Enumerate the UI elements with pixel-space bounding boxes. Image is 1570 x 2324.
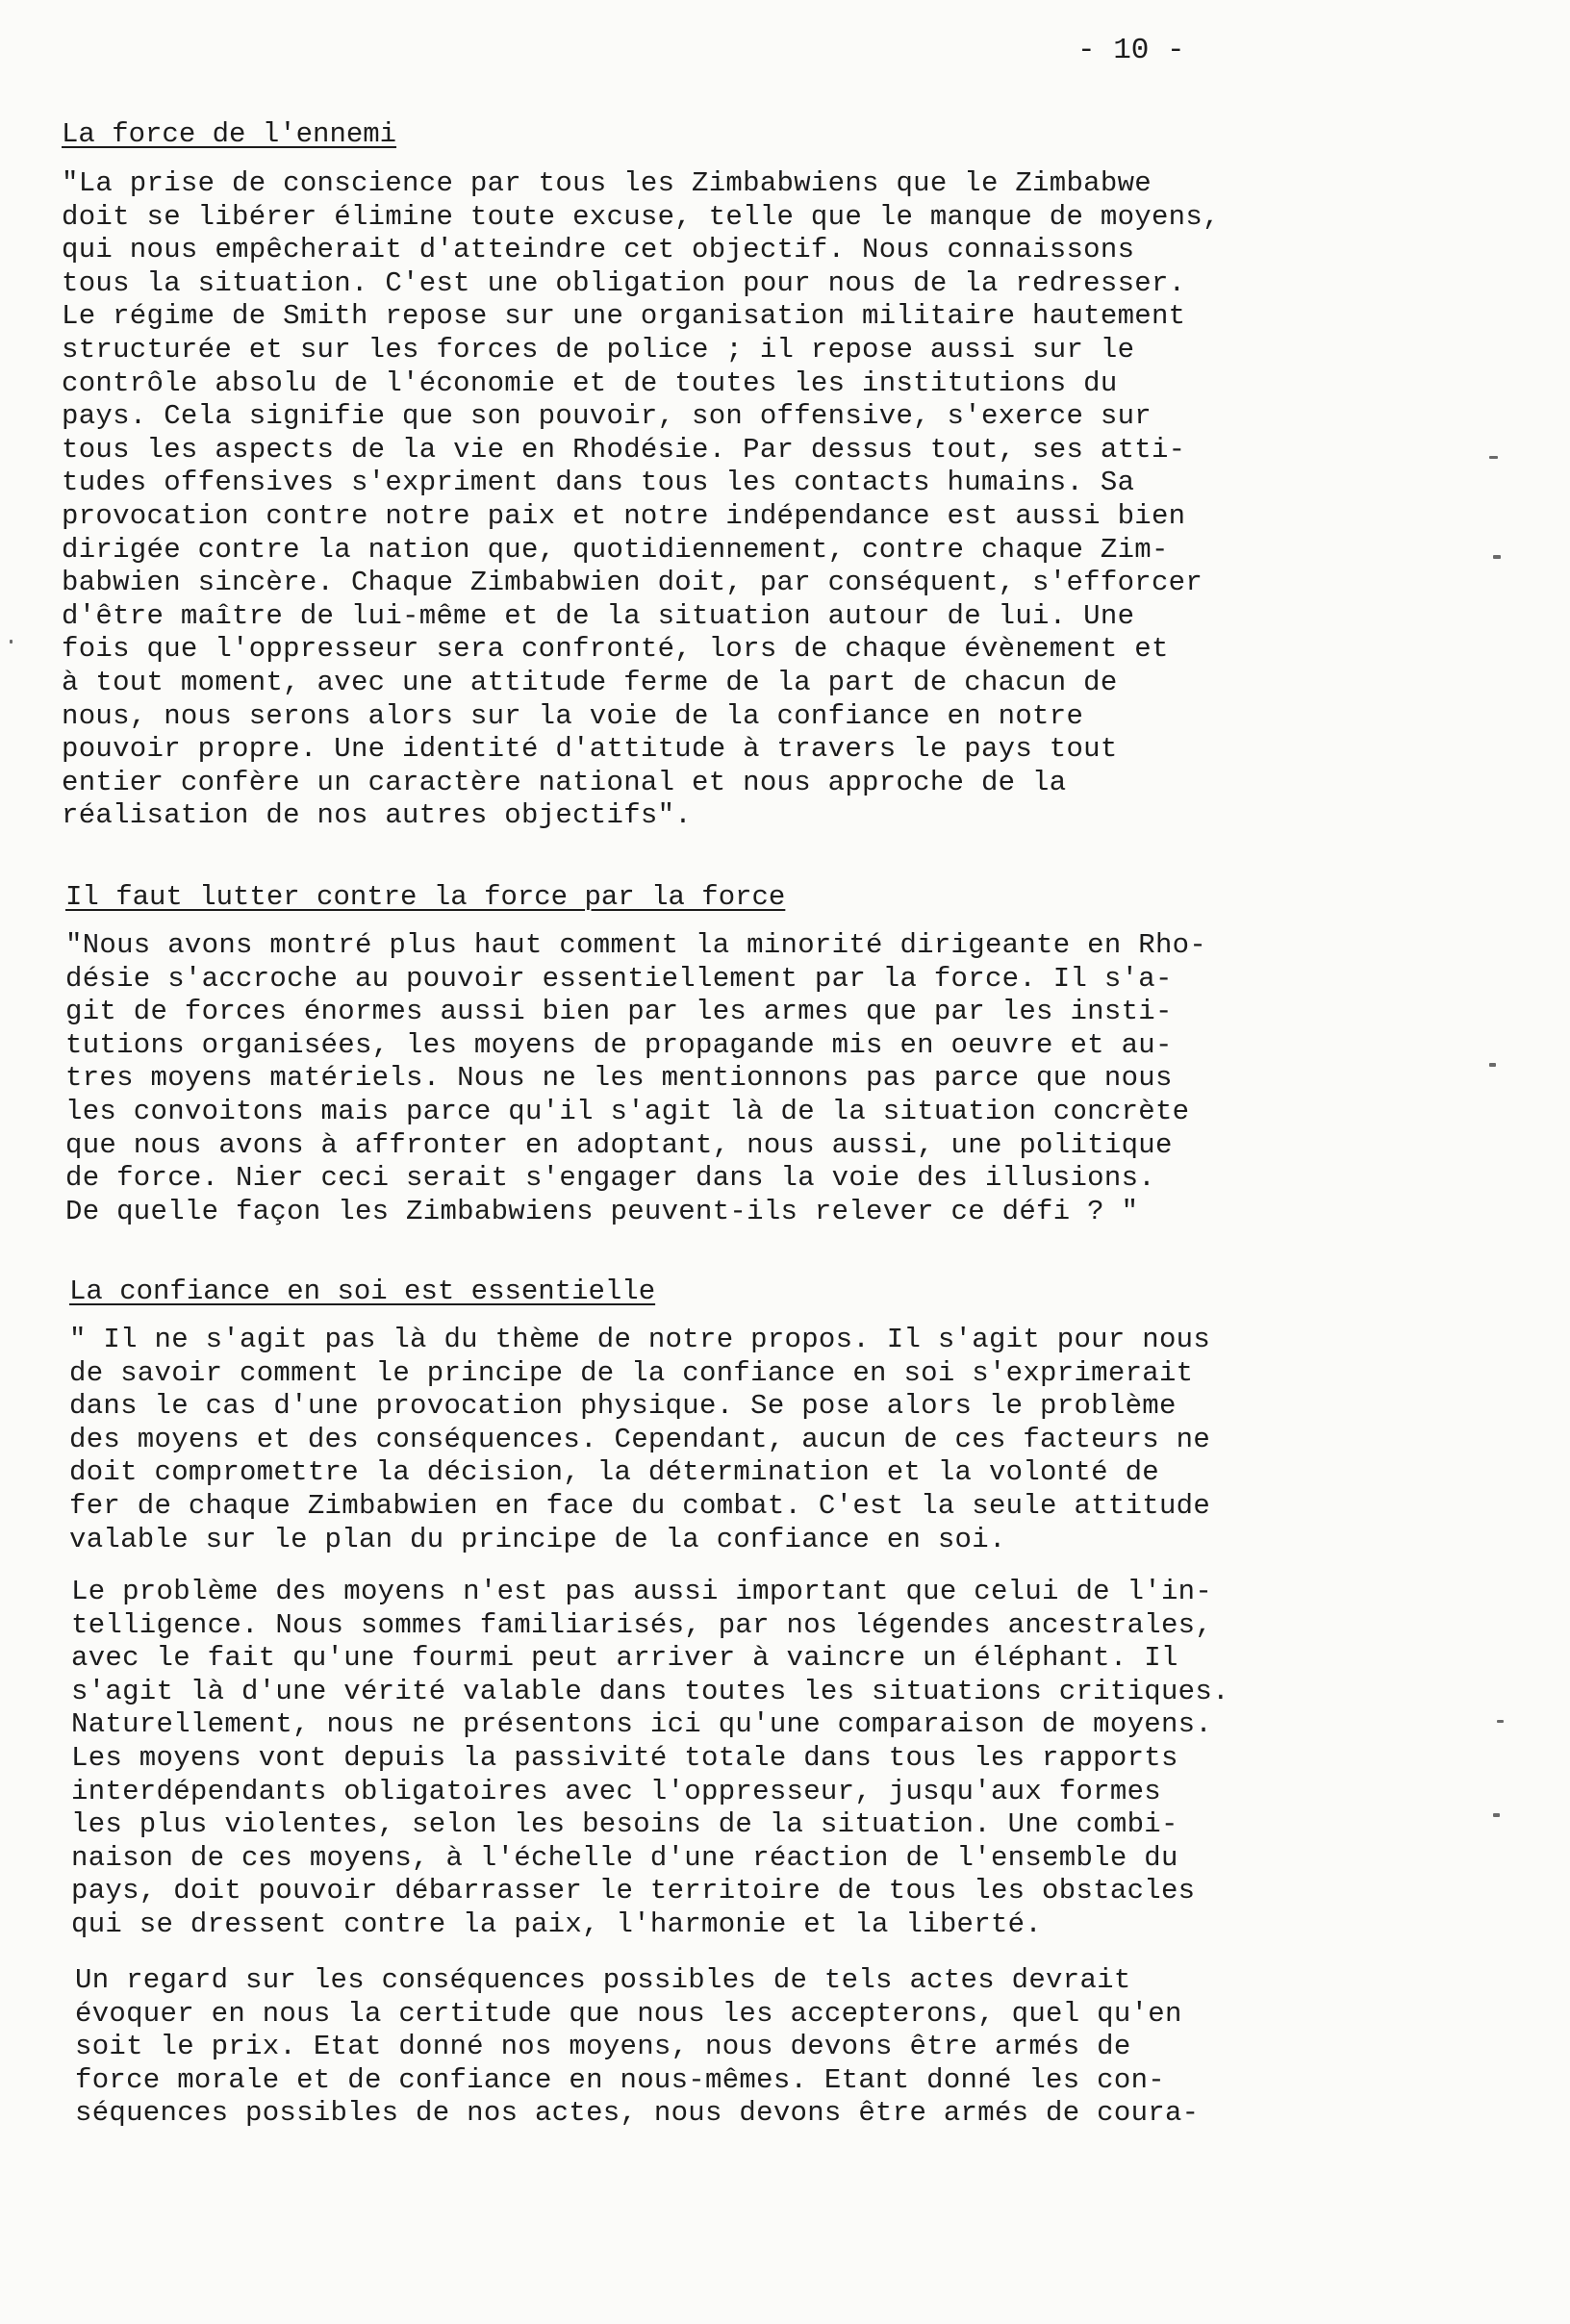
text-line: d'être maître de lui-même et de la situation autour de lui. Une [62, 599, 1135, 632]
text-line: entier confère un caractère national et nous approche de la [62, 766, 1067, 798]
text-line: structurée et sur les forces de police ; il repose aussi sur le [62, 333, 1135, 366]
text-line: provocation contre notre paix et notre indépendance est aussi bien [62, 499, 1186, 532]
section-heading-enemy-force: La force de l'ennemi [62, 118, 397, 150]
section-heading-self-confidence: La confiance en soi est essentielle [69, 1276, 656, 1307]
scan-speck [1497, 1720, 1504, 1723]
text-line: tudes offensives s'expriment dans tous les contacts humains. Sa [62, 467, 1135, 499]
text-line: avec le fait qu'une fourmi peut arriver à vaincre un éléphant. Il [71, 1642, 1178, 1675]
text-line: "Nous avons montré plus haut comment la minorité dirigeante en Rho- [65, 929, 1207, 961]
text-line: Le problème des moyens n'est pas aussi important que celui de l'in- [71, 1576, 1213, 1607]
text-line: nous, nous serons alors sur la voie de la confiance en notre [62, 699, 1084, 732]
text-line: tous la situation. C'est une obligation pour nous de la redresser. [62, 266, 1186, 299]
text-line: Le régime de Smith repose sur une organisation militaire hautement [62, 300, 1186, 333]
text-line: contrôle absolu de l'économie et de toutes les institutions du [62, 366, 1118, 399]
text-line: soit le prix. Etat donné nos moyens, nous devons être armés de [75, 2031, 1131, 2063]
scan-speck [1493, 1813, 1500, 1817]
text-line: pays. Cela signifie que son pouvoir, son offensive, s'exerce sur [62, 400, 1152, 433]
text-line: doit se libérer élimine toute excuse, telle que le manque de moyens, [62, 200, 1220, 233]
text-line: de force. Nier ceci serait s'engager dans la voie des illusions. [65, 1162, 1155, 1195]
text-line: séquences possibles de nos actes, nous devons être armés de coura- [75, 2097, 1200, 2130]
text-line: valable sur le plan du principe de la confiance en soi. [69, 1523, 1006, 1555]
text-line: git de forces énormes aussi bien par les armes que par les insti- [65, 996, 1173, 1028]
text-line: Naturellement, nous ne présentons ici qu'une comparaison de moyens. [71, 1708, 1213, 1741]
text-line: force morale et de confiance en nous-mêmes. Etant donné les con- [75, 2063, 1165, 2096]
text-line: désie s'accroche au pouvoir essentiellement par la force. Il s'a- [65, 962, 1173, 995]
scan-speck [1493, 555, 1501, 559]
paragraph-self-confidence-1 [69, 1324, 1210, 1556]
text-line: doit compromettre la décision, la détermination et la volonté de [69, 1456, 1159, 1489]
text-line: tous les aspects de la vie en Rhodésie. Par dessus tout, ses atti- [62, 433, 1186, 466]
text-line: à tout moment, avec une attitude ferme de la part de chacun de [62, 666, 1118, 698]
text-line: dans le cas d'une provocation physique. Se pose alors le problème [69, 1390, 1177, 1423]
text-line: qui se dressent contre la paix, l'harmonie et la liberté. [71, 1907, 1043, 1940]
text-line: pays, doit pouvoir débarrasser le territoire de tous les obstacles [71, 1875, 1196, 1907]
text-line: des moyens et des conséquences. Cependant, aucun de ces facteurs ne [69, 1423, 1211, 1455]
text-line: évoquer en nous la certitude que nous les accepterons, quel qu'en [75, 1997, 1182, 2030]
paragraph-enemy-force [62, 167, 1220, 833]
text-line: Un regard sur les conséquences possibles de tels actes devrait [75, 1964, 1131, 1996]
scan-speck [10, 640, 13, 644]
text-line: De quelle façon les Zimbabwiens peuvent-ils relever ce défi ? " [65, 1195, 1139, 1227]
scan-speck [1489, 1063, 1496, 1067]
paragraph-self-confidence-2 [71, 1576, 1229, 1942]
text-line: interdépendants obligatoires avec l'oppresseur, jusqu'aux formes [71, 1775, 1161, 1807]
text-line: fois que l'oppresseur sera confronté, lors de chaque évènement et [62, 633, 1169, 666]
text-line: Les moyens vont depuis la passivité totale dans tous les rapports [71, 1741, 1178, 1774]
text-line: babwien sincère. Chaque Zimbabwien doit, par conséquent, s'efforcer [62, 567, 1203, 599]
text-line: pouvoir propre. Une identité d'attitude à travers le pays tout [62, 733, 1118, 766]
text-line: s'agit là d'une vérité valable dans toutes les situations critiques. [71, 1675, 1229, 1707]
paragraph-fight-force [65, 929, 1206, 1228]
text-line: tres moyens matériels. Nous ne les mentionnons pas parce que nous [65, 1062, 1173, 1095]
text-line: les convoitons mais parce qu'il s'agit là de la situation concrète [65, 1095, 1190, 1127]
section-heading-fight-force: Il faut lutter contre la force par la force [65, 881, 786, 913]
text-line: que nous avons à affronter en adoptant, nous aussi, une politique [65, 1128, 1173, 1161]
text-line: telligence. Nous sommes familiarisés, par nos légendes ancestrales, [71, 1608, 1213, 1641]
text-line: fer de chaque Zimbabwien en face du combat. C'est la seule attitude [69, 1489, 1211, 1522]
text-line: " Il ne s'agit pas là du thème de notre propos. Il s'agit pour nous [69, 1324, 1211, 1355]
text-line: les plus violentes, selon les besoins de la situation. Une combi- [71, 1808, 1178, 1841]
text-line: tutions organisées, les moyens de propagande mis en oeuvre et au- [65, 1028, 1173, 1061]
text-line: naison de ces moyens, à l'échelle d'une réaction de l'ensemble du [71, 1841, 1178, 1874]
text-line: de savoir comment le principe de la confiance en soi s'exprimerait [69, 1356, 1194, 1389]
page-number: - 10 - [1077, 34, 1185, 67]
paragraph-self-confidence-3 [75, 1964, 1199, 2131]
scan-speck [1489, 456, 1498, 459]
text-line: "La prise de conscience par tous les Zimbabwiens que le Zimbabwe [62, 167, 1152, 199]
text-line: réalisation de nos autres objectifs". [62, 799, 693, 832]
text-line: dirigée contre la nation que, quotidiennement, contre chaque Zim- [62, 533, 1169, 566]
text-line: qui nous empêcherait d'atteindre cet objectif. Nous connaissons [62, 234, 1135, 266]
